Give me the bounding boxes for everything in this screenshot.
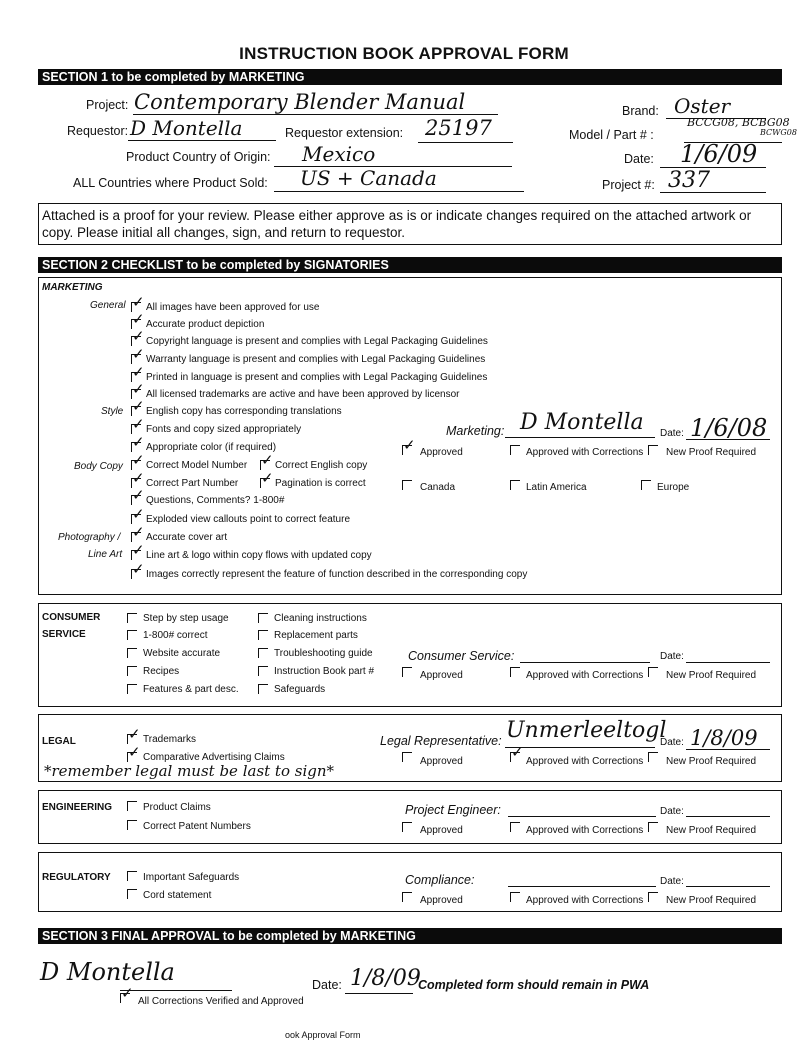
item-color: Appropriate color (if required): [146, 442, 277, 453]
date-value[interactable]: 1/6/09: [680, 140, 758, 168]
checkbox-recipes[interactable]: [127, 666, 137, 676]
brand-value[interactable]: Oster: [674, 94, 731, 118]
checkbox-replacement[interactable]: [258, 630, 268, 640]
regulatory-new-proof: New Proof Required: [666, 895, 757, 906]
item-trademarks: Trademarks: [143, 734, 196, 745]
europe-checkbox[interactable]: [641, 480, 651, 490]
legal-date-value[interactable]: 1/8/09: [690, 726, 758, 750]
checkbox-features[interactable]: [127, 684, 137, 694]
marketing-date-line: [686, 439, 770, 440]
footer-text: ook Approval Form: [285, 1030, 361, 1040]
requestor-ext-underline: [418, 142, 513, 143]
requestor-underline: [128, 140, 276, 141]
group-line-art: Line Art: [88, 549, 123, 560]
item-cover-art: Accurate cover art: [146, 532, 228, 543]
requestor-ext-value[interactable]: 25197: [425, 116, 492, 140]
regulatory-new-proof-checkbox[interactable]: [648, 892, 658, 902]
group-body-copy: Body Copy: [74, 461, 123, 472]
legal-approved: Approved: [420, 756, 463, 767]
consumer-approved-corr-checkbox[interactable]: [510, 667, 520, 677]
model-value-line1[interactable]: BCCG08, BCBG08: [687, 116, 790, 129]
checkbox-questions[interactable]: [131, 495, 141, 505]
checkbox-phone[interactable]: [127, 630, 137, 640]
checkbox-cord[interactable]: [127, 889, 137, 899]
regulatory-approved: Approved: [420, 895, 463, 906]
consumer-signature-line[interactable]: [520, 662, 650, 663]
brand-label: Brand:: [622, 104, 659, 118]
legal-new-proof: New Proof Required: [666, 756, 757, 767]
regulatory-date-line[interactable]: [686, 886, 770, 887]
item-cleaning: Cleaning instructions: [274, 613, 367, 624]
regulatory-approved-corr-checkbox[interactable]: [510, 892, 520, 902]
checkbox-images-feature[interactable]: [131, 569, 141, 579]
item-accurate-depiction: Accurate product depiction: [146, 319, 265, 330]
engineering-new-proof-checkbox[interactable]: [648, 822, 658, 832]
countries-value[interactable]: US + Canada: [300, 166, 437, 190]
marketing-approved-checkbox[interactable]: [402, 445, 412, 455]
service-heading: SERVICE: [42, 629, 86, 640]
legal-signature-line: [505, 747, 655, 748]
countries-label: ALL Countries where Product Sold:: [73, 176, 268, 190]
requestor-label: Requestor:: [67, 124, 129, 138]
form-title: INSTRUCTION BOOK APPROVAL FORM: [239, 44, 569, 63]
item-product-claims: Product Claims: [143, 802, 211, 813]
project-underline: [133, 114, 498, 115]
regulatory-approved-corr: Approved with Corrections: [526, 895, 644, 906]
item-safeguards: Safeguards: [274, 684, 326, 695]
model-label: Model / Part # :: [569, 128, 654, 142]
engineering-new-proof: New Proof Required: [666, 825, 757, 836]
legal-date-label: Date:: [660, 737, 684, 748]
engineering-heading: ENGINEERING: [42, 802, 113, 813]
engineering-signature-line[interactable]: [508, 816, 656, 817]
marketing-approved-corr-checkbox[interactable]: [510, 445, 520, 455]
item-printed-in: Printed in language is present and complies with Legal Packaging Guidelines: [146, 372, 488, 383]
consumer-new-proof: New Proof Required: [666, 670, 757, 681]
final-signature-line: [120, 990, 232, 991]
marketing-signer-label: Marketing:: [446, 424, 505, 438]
item-trademarks-active: All licensed trademarks are active and have been approved by licensor: [146, 389, 460, 400]
final-date-line: [345, 993, 413, 994]
item-step-usage: Step by step usage: [143, 613, 229, 624]
item-replacement: Replacement parts: [274, 630, 358, 641]
item-troubleshooting: Troubleshooting guide: [274, 648, 373, 659]
item-website: Website accurate: [143, 648, 221, 659]
marketing-date-value[interactable]: 1/6/08: [690, 414, 768, 442]
checkbox-book-part[interactable]: [258, 666, 268, 676]
consumer-signer-label: Consumer Service:: [408, 649, 515, 663]
item-english-copy2: Correct English copy: [275, 460, 368, 471]
item-model-number: Correct Model Number: [146, 460, 248, 471]
legal-signature[interactable]: Unmerleeltogl: [506, 718, 667, 743]
regulatory-signature-line[interactable]: [508, 886, 656, 887]
latin-america-label: Latin America: [526, 482, 587, 493]
engineering-approved: Approved: [420, 825, 463, 836]
checkbox-important-safeguards[interactable]: [127, 871, 137, 881]
legal-approved-corr-checkbox[interactable]: [510, 752, 520, 762]
origin-label: Product Country of Origin:: [126, 150, 271, 164]
section2-header: SECTION 2 CHECKLIST to be completed by SIGNATORIES: [38, 257, 782, 273]
group-style: Style: [101, 406, 124, 417]
checkbox-patents[interactable]: [127, 820, 137, 830]
model-value-line2[interactable]: BCWG08: [760, 128, 797, 137]
item-book-part: Instruction Book part #: [274, 666, 375, 677]
consumer-new-proof-checkbox[interactable]: [648, 667, 658, 677]
europe-label: Europe: [657, 482, 690, 493]
project-value[interactable]: Contemporary Blender Manual: [134, 90, 466, 114]
project-num-label: Project #:: [602, 178, 655, 192]
checkbox-website[interactable]: [127, 648, 137, 658]
project-label: Project:: [86, 98, 129, 112]
engineering-approved-checkbox[interactable]: [402, 822, 412, 832]
consumer-heading: CONSUMER: [42, 612, 101, 623]
canada-label: Canada: [420, 482, 456, 493]
checkbox-comparative[interactable]: [127, 752, 137, 762]
item-images-approved: All images have been approved for use: [146, 302, 320, 313]
engineering-date-line[interactable]: [686, 816, 770, 817]
corrections-verified: All Corrections Verified and Approved: [138, 996, 304, 1007]
item-patents: Correct Patent Numbers: [143, 821, 251, 832]
group-photography: Photography /: [58, 532, 121, 543]
engineering-date-label: Date:: [660, 806, 684, 817]
checkbox-troubleshooting[interactable]: [258, 648, 268, 658]
marketing-heading: MARKETING: [42, 282, 103, 293]
canada-checkbox[interactable]: [402, 480, 412, 490]
section1-header: SECTION 1 to be completed by MARKETING: [38, 69, 782, 85]
item-cord: Cord statement: [143, 890, 212, 901]
consumer-approved-checkbox[interactable]: [402, 667, 412, 677]
checkbox-safeguards[interactable]: [258, 684, 268, 694]
regulatory-date-label: Date:: [660, 876, 684, 887]
consumer-date-label: Date:: [660, 651, 684, 662]
regulatory-heading: REGULATORY: [42, 872, 111, 883]
item-features: Features & part desc.: [143, 684, 239, 695]
notice-box: [38, 203, 782, 245]
checkbox-cleaning[interactable]: [258, 613, 268, 623]
item-images-feature: Images correctly represent the feature of function described in the corresponding copy: [146, 569, 528, 580]
consumer-approved: Approved: [420, 670, 463, 681]
engineering-approved-corr: Approved with Corrections: [526, 825, 644, 836]
checkbox-line-art[interactable]: [131, 550, 141, 560]
marketing-new-proof: New Proof Required: [666, 447, 757, 458]
item-copyright: Copyright language is present and complies with Legal Packaging Guidelines: [146, 336, 488, 347]
final-signature[interactable]: D Montella: [40, 958, 175, 986]
marketing-date-label: Date:: [660, 428, 684, 439]
engineering-signer-label: Project Engineer:: [405, 803, 501, 817]
checkbox-corrections-verified[interactable]: [120, 993, 130, 1003]
engineering-approved-corr-checkbox[interactable]: [510, 822, 520, 832]
marketing-signature[interactable]: D Montella: [520, 410, 644, 435]
item-questions: Questions, Comments? 1-800#: [146, 495, 285, 506]
item-exploded-view: Exploded view callouts point to correct feature: [146, 514, 350, 525]
consumer-date-line[interactable]: [686, 662, 770, 663]
section3-header: SECTION 3 FINAL APPROVAL to be completed by MARKETING: [38, 928, 782, 944]
group-general: General: [90, 300, 126, 311]
requestor-ext-label: Requestor extension:: [285, 126, 404, 140]
latin-america-checkbox[interactable]: [510, 480, 520, 490]
regulatory-signer-label: Compliance:: [405, 873, 475, 887]
marketing-new-proof-checkbox[interactable]: [648, 445, 658, 455]
legal-approved-corr: Approved with Corrections: [526, 756, 644, 767]
final-date-label: Date:: [312, 978, 342, 992]
legal-signer-label: Legal Representative:: [380, 734, 502, 748]
item-warranty: Warranty language is present and complies with Legal Packaging Guidelines: [146, 354, 486, 365]
marketing-signature-line: [505, 437, 655, 438]
legal-heading: LEGAL: [42, 736, 76, 747]
legal-approved-checkbox[interactable]: [402, 752, 412, 762]
item-important-safeguards: Important Safeguards: [143, 872, 240, 883]
item-comparative: Comparative Advertising Claims: [143, 752, 285, 763]
notice-text: Attached is a proof for your review. Please either approve as is or indicate changes required on the attached artwork or copy. Please initial all changes, sign, and return to requestor.: [42, 208, 752, 240]
origin-value[interactable]: Mexico: [302, 142, 376, 166]
consumer-approved-corr: Approved with Corrections: [526, 670, 644, 681]
requestor-value[interactable]: D Montella: [130, 116, 243, 140]
item-recipes: Recipes: [143, 666, 180, 677]
project-num-underline: [660, 192, 766, 193]
marketing-approved-corr: Approved with Corrections: [526, 447, 644, 458]
checkbox-product-claims[interactable]: [127, 801, 137, 811]
legal-new-proof-checkbox[interactable]: [648, 752, 658, 762]
checkbox-pagination[interactable]: [260, 478, 270, 488]
item-pagination: Pagination is correct: [275, 478, 366, 489]
final-date-value[interactable]: 1/8/09: [350, 966, 421, 991]
item-part-number: Correct Part Number: [146, 478, 239, 489]
legal-note: *remember legal must be last to sign*: [44, 762, 335, 780]
project-num-value[interactable]: 337: [668, 168, 710, 193]
marketing-approved: Approved: [420, 447, 463, 458]
checkbox-step-usage[interactable]: [127, 613, 137, 623]
item-english-copy: English copy has corresponding translations: [146, 406, 342, 417]
item-phone: 1-800# correct: [143, 630, 208, 641]
countries-underline: [274, 191, 524, 192]
regulatory-approved-checkbox[interactable]: [402, 892, 412, 902]
item-fonts: Fonts and copy sized appropriately: [146, 424, 302, 435]
date-label: Date:: [624, 152, 654, 166]
legal-date-line: [686, 749, 770, 750]
item-line-art: Line art & logo within copy flows with updated copy: [146, 550, 372, 561]
pwa-note: Completed form should remain in PWA: [418, 978, 650, 992]
